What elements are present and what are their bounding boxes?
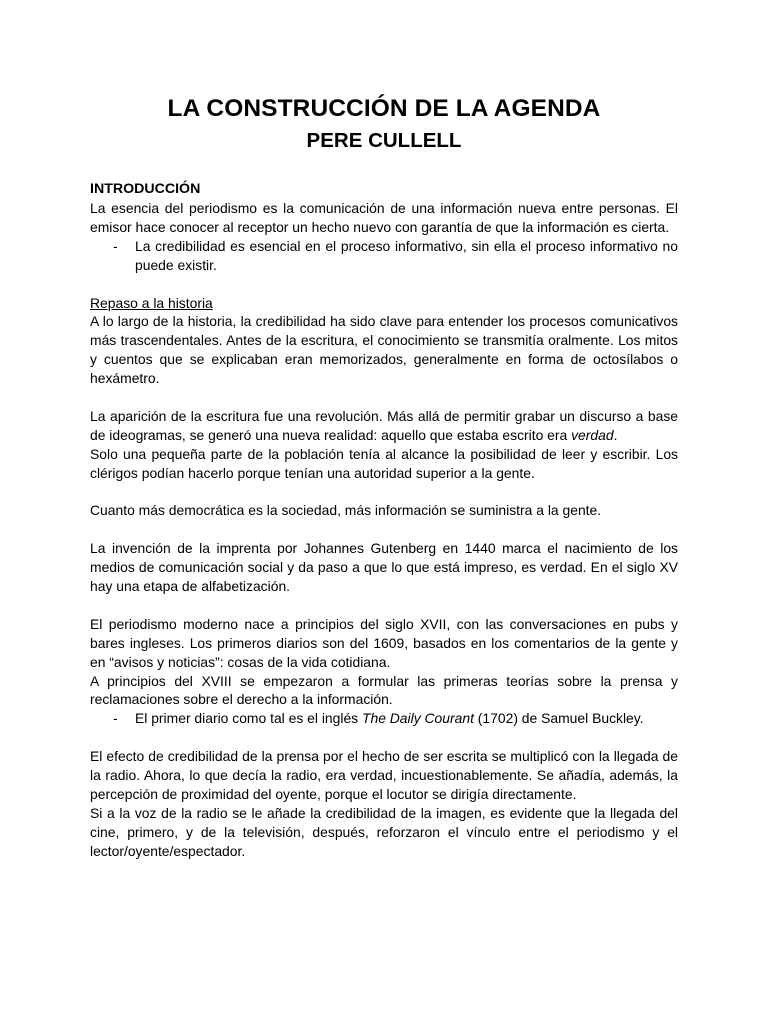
italic-text: verdad xyxy=(571,426,614,443)
history-paragraph-9: Si a la voz de la radio se le añade la credibilidad de la imagen, es evidente que la llegada del cine, primero, y de la televisión, después, reforzaron el vínculo entre el periodismo y el lector/oyente/espectador. xyxy=(90,804,678,859)
history-paragraph-3: Solo una pequeña parte de la población tenía al alcance la posibilidad de leer y escribir. Los clérigos podían hacerlo porque tenían una autoridad superior a la gente. xyxy=(90,445,678,481)
list-item xyxy=(90,237,678,275)
list-item-text: La credibilidad es esencial en el proceso informativo, sin ella el proceso informativo no puede existir. xyxy=(135,237,678,273)
history-paragraph-2 xyxy=(90,407,678,445)
section-heading-introduccion: INTRODUCCIÓN xyxy=(90,181,201,197)
list-item-text-start: El primer diario como tal es el inglés xyxy=(135,710,362,727)
document-title: LA CONSTRUCCIÓN DE LA AGENDA xyxy=(167,95,601,122)
list-item-text-end: (1702) de Samuel Buckley. xyxy=(473,710,644,727)
section-heading-historia: Repaso a la historia xyxy=(90,294,213,311)
document-page xyxy=(90,92,678,861)
history-paragraph-5: La invención de la imprenta por Johannes Gutenberg en 1440 marca el nacimiento de los medios de comunicación social y da paso a que lo que está impreso, es verdad. En el siglo XV hay una etapa de alfabetización. xyxy=(90,540,678,595)
paragraph-text: La aparición de la escritura fue una revolución. Más allá de permitir grabar un discurso a base de ideogramas, se generó una nueva realidad: aquello que estaba escrito era xyxy=(90,407,678,443)
bullet-dash: - xyxy=(113,710,118,727)
paragraph-text-end: . xyxy=(613,426,618,443)
history-paragraph-1: A lo largo de la historia, la credibilidad ha sido clave para entender los procesos comunicativos más trascendentales. Antes de la escritura, el conocimiento se transmitía oralmente. Los mitos y cuentos que se explicaban eran memorizados, generalmente en forma de octosílabos o hexámetro. xyxy=(90,313,678,387)
italic-text: The Daily Courant xyxy=(361,710,474,727)
history-paragraph-6: El periodismo moderno nace a principios del siglo XVII, con las conversaciones en pubs y bares ingleses. Los primeros diarios son del 1609, basados en los comentarios de la gente y en “avisos y noticias”: cosas de la vida cotidiana. xyxy=(90,615,678,670)
history-paragraph-4: Cuanto más democrática es la sociedad, más información se suministra a la gente. xyxy=(90,502,602,519)
history-paragraph-8: El efecto de credibilidad de la prensa por el hecho de ser escrita se multiplicó con la llegada de la radio. Ahora, lo que decía la radio, era verdad, incuestionablemente. Se añadía, además, la percepción de proximidad del oyente, porque el locutor se dirigía directamente. xyxy=(90,748,678,802)
history-paragraph-7: A principios del XVIII se empezaron a formular las primeras teorías sobre la prensa y reclamaciones sobre el derecho a la información. xyxy=(90,672,678,708)
document-author: PERE CULLELL xyxy=(306,129,462,152)
list-item xyxy=(90,709,678,728)
bullet-dash: - xyxy=(113,237,118,254)
intro-paragraph: La esencia del periodismo es la comunicación de una información nueva entre personas. El emisor hace conocer al receptor un hecho nuevo con garantía de que la información es cierta. xyxy=(90,200,678,235)
list-item-text xyxy=(135,710,644,726)
